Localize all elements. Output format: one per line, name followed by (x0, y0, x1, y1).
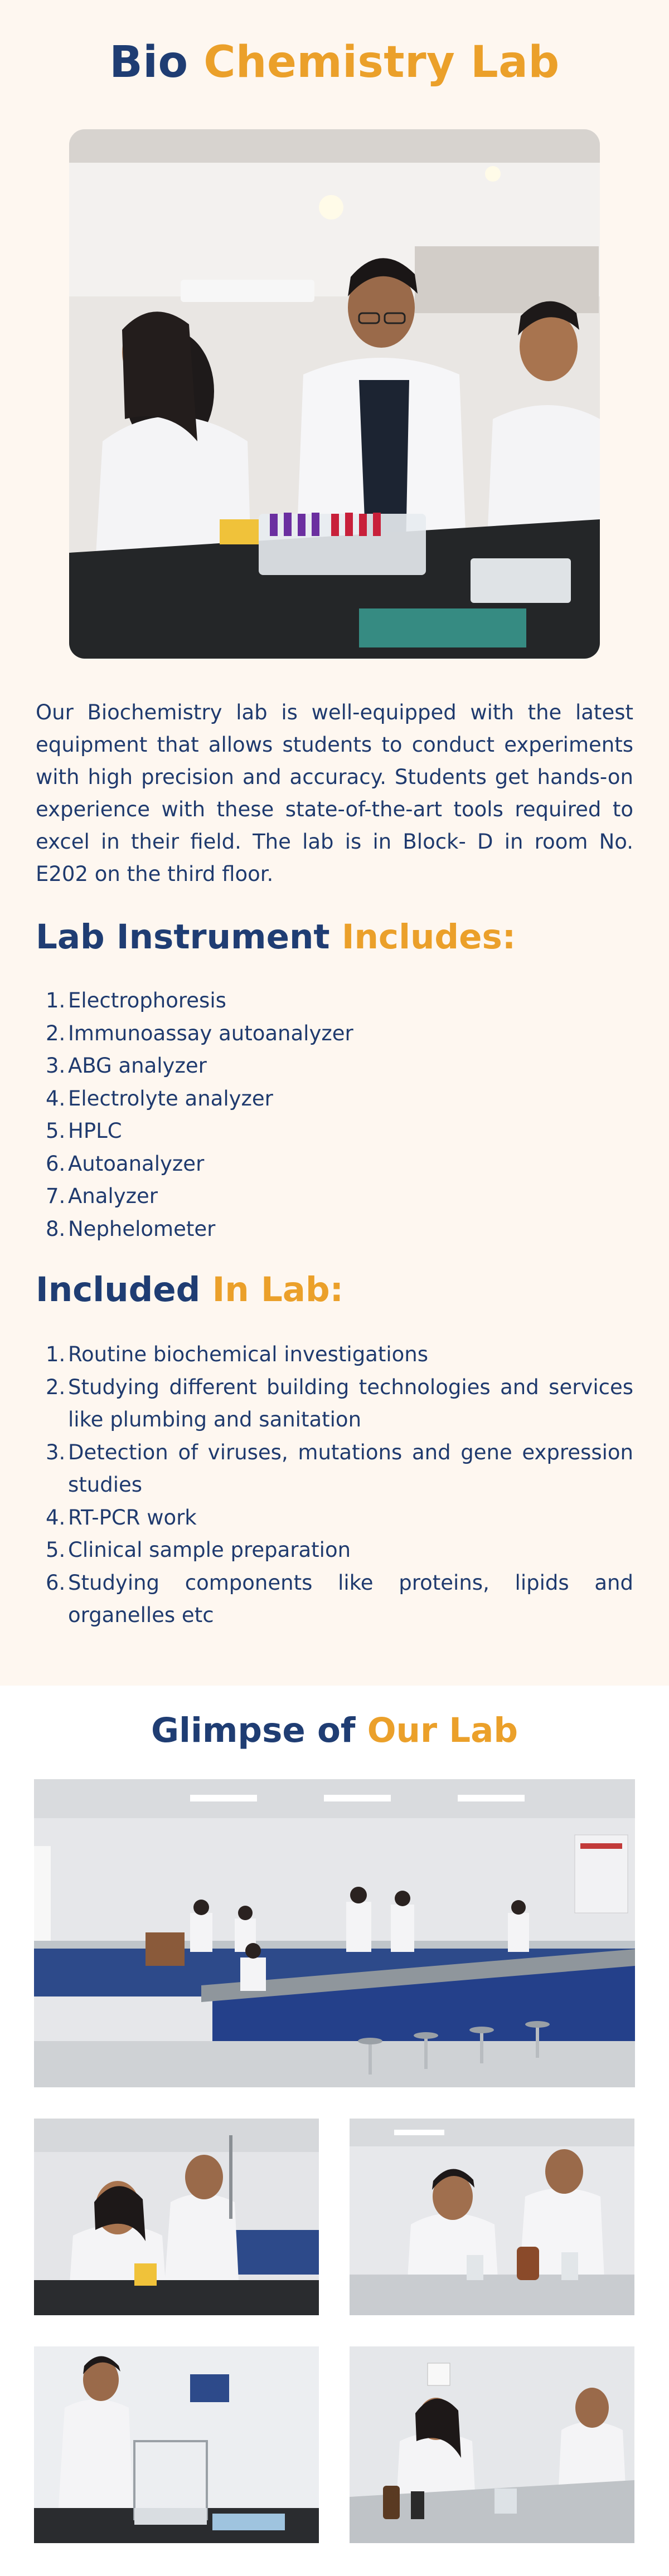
included-heading-accent: In Lab: (212, 1270, 344, 1309)
list-item: 6. Studying components like proteins, lipids and organelles etc (46, 1570, 633, 1627)
glimpse-heading-bold: Glimpse of (151, 1711, 356, 1750)
instruments-heading-accent: Includes: (341, 917, 516, 957)
list-item: 5. Clinical sample preparation (46, 1538, 351, 1562)
gallery-photo-lab-wide[interactable] (34, 1779, 635, 2087)
list-item: 1. Routine biochemical investigations (46, 1342, 429, 1366)
list-item: 2. Immunoassay autoanalyzer (46, 1021, 353, 1045)
page-title-accent: Chemistry Lab (203, 37, 560, 87)
list-item: 1. Electrophoresis (46, 988, 226, 1012)
gallery-photo-students-experiment[interactable] (350, 2119, 634, 2315)
instruments-list (36, 985, 633, 1245)
lab-description: Our Biochemistry lab is well-equipped with the latest equipment that allows students to conduct experiments with high precision and accuracy. Students get hands-on experience with these state-of-the-art tools required to excel in their field. The lab is in Block- D in room No. E202 on the third floor. (36, 700, 633, 886)
glimpse-section (0, 1686, 669, 2576)
instruments-heading-bold: Lab Instrument (36, 917, 330, 957)
gallery-photo-bench-work[interactable] (350, 2346, 634, 2543)
list-item: 2. Studying different building technologies and services like plumbing and sanitation (46, 1375, 633, 1431)
included-heading (36, 1268, 343, 1312)
gallery-photo-students-pipetting[interactable] (34, 2119, 319, 2315)
page-title (0, 35, 669, 90)
instruments-heading (36, 915, 516, 960)
list-item: 4. Electrolyte analyzer (46, 1086, 273, 1111)
gallery-photo-balance-weighing[interactable] (34, 2346, 319, 2543)
hero-lab-photo (69, 129, 600, 659)
page-title-bold: Bio (109, 37, 188, 87)
included-list (36, 1338, 633, 1632)
list-item: 7. Analyzer (46, 1184, 158, 1208)
included-heading-bold: Included (36, 1270, 201, 1309)
glimpse-heading-accent: Our Lab (367, 1711, 518, 1750)
list-item: 8. Nephelometer (46, 1216, 216, 1241)
list-item: 5. HPLC (46, 1119, 122, 1143)
list-item: 4. RT-PCR work (46, 1505, 197, 1530)
list-item: 3. Detection of viruses, mutations and gene expression studies (46, 1440, 633, 1497)
glimpse-heading (0, 1708, 669, 1753)
list-item: 6. Autoanalyzer (46, 1151, 205, 1176)
list-item: 3. ABG analyzer (46, 1054, 207, 1078)
